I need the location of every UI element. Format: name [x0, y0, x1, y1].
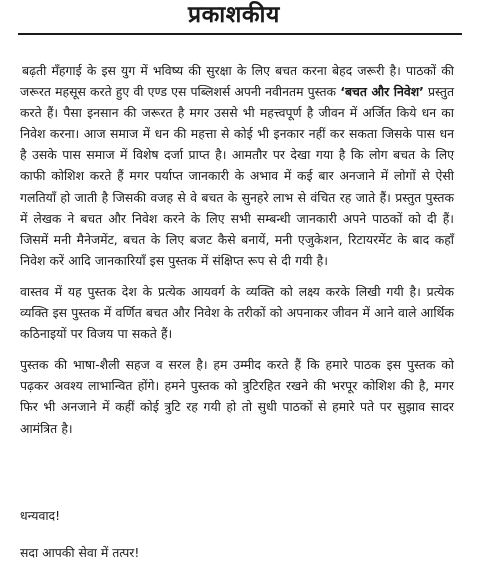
paragraph-3: पुस्तक की भाषा-शैली सहज व सरल है। हम उम्मीद करते हैं कि हमारे पाठक इस पुस्तक को पढ़कर अवश्य लाभान्वित होंगे। हमने पुस्तक को त्रुटिरहित रखने की भरपूर कोशिश की है, मगर फिर भी अनजाने में कहीं कोई त्रुटि रह गयी हो तो सुधी पाठकों से हमारे पते पर सुझाव सादर आमंत्रित है।: [20, 357, 454, 436]
page-title: प्रकाशकीय: [188, 2, 280, 28]
paragraph-1-text-end: प्रस्तुत करते हैं। पैसा इनसान की जरूरत है मगर उससे भी महत्त्वपूर्ण है जीवन में अर्जित किये धन का निवेश करना। आज समाज में धन की महत्ता से कोई भी इनकार नहीं कर सकता जिसके पास धन है उसके पास समाज में विशेष दर्जा प्राप्त है। आमतौर पर देखा गया है कि लोग बचत के लिए काफी कोशिश करते हैं मगर पर्याप्त जानकारी के अभाव में कई बार अनजाने में लोगों से ऐसी गलतियाँ हो जाती है जिसकी वजह से वे बचत के सुनहरे लाभ से वंचित रह जाते हैं। प्रस्तुत पुस्तक में लेखक ने बचत और निवेश करने के लिए सभी सम्बन्धी जानकारी अपने पाठकों को दी हैं। जिसमें मनी मैनेजमेंट, बचत के लिए बजट कैसे बनायें, मनी एजुकेशन, रिटायरमेंट के बाद कहाँ निवेश करें आदि जानकारियाँ इस पुस्तक में संक्षिप्त रूप से दी गयी है।: [20, 84, 455, 268]
book-title-bold: ‘बचत और निवेश’: [340, 84, 424, 100]
paragraph-2: वास्तव में यह पुस्तक देश के प्रत्येक आयवर्ग के व्यक्ति को लक्ष्य करके लिखी गयी है। प्रत्येक व्यक्ति इस पुस्तक में वर्णित बचत और निवेश के तरीकों को अपनाकर जीवन में आने वाले आर्थिक कठिनाइयों पर विजय पा सकते हैं।: [20, 283, 454, 342]
thanks-line: धन्यवाद!: [20, 508, 61, 523]
paragraph-1-text-start: बढ़ती मँहगाई के इस युग में भविष्य की सुरक्षा के लिए बचत करना बेहद जरूरी है। पाठकों की जरूरत महसूस करते हुए वी एण्ड एस पब्लिशर्स अपनी नवीनतम पुस्तक: [20, 63, 454, 100]
document-body: [20, 60, 454, 449]
title-underline-rule: [18, 33, 462, 35]
closing-line: सदा आपकी सेवा में तत्पर!: [20, 545, 140, 560]
paragraph-1: [20, 60, 454, 271]
